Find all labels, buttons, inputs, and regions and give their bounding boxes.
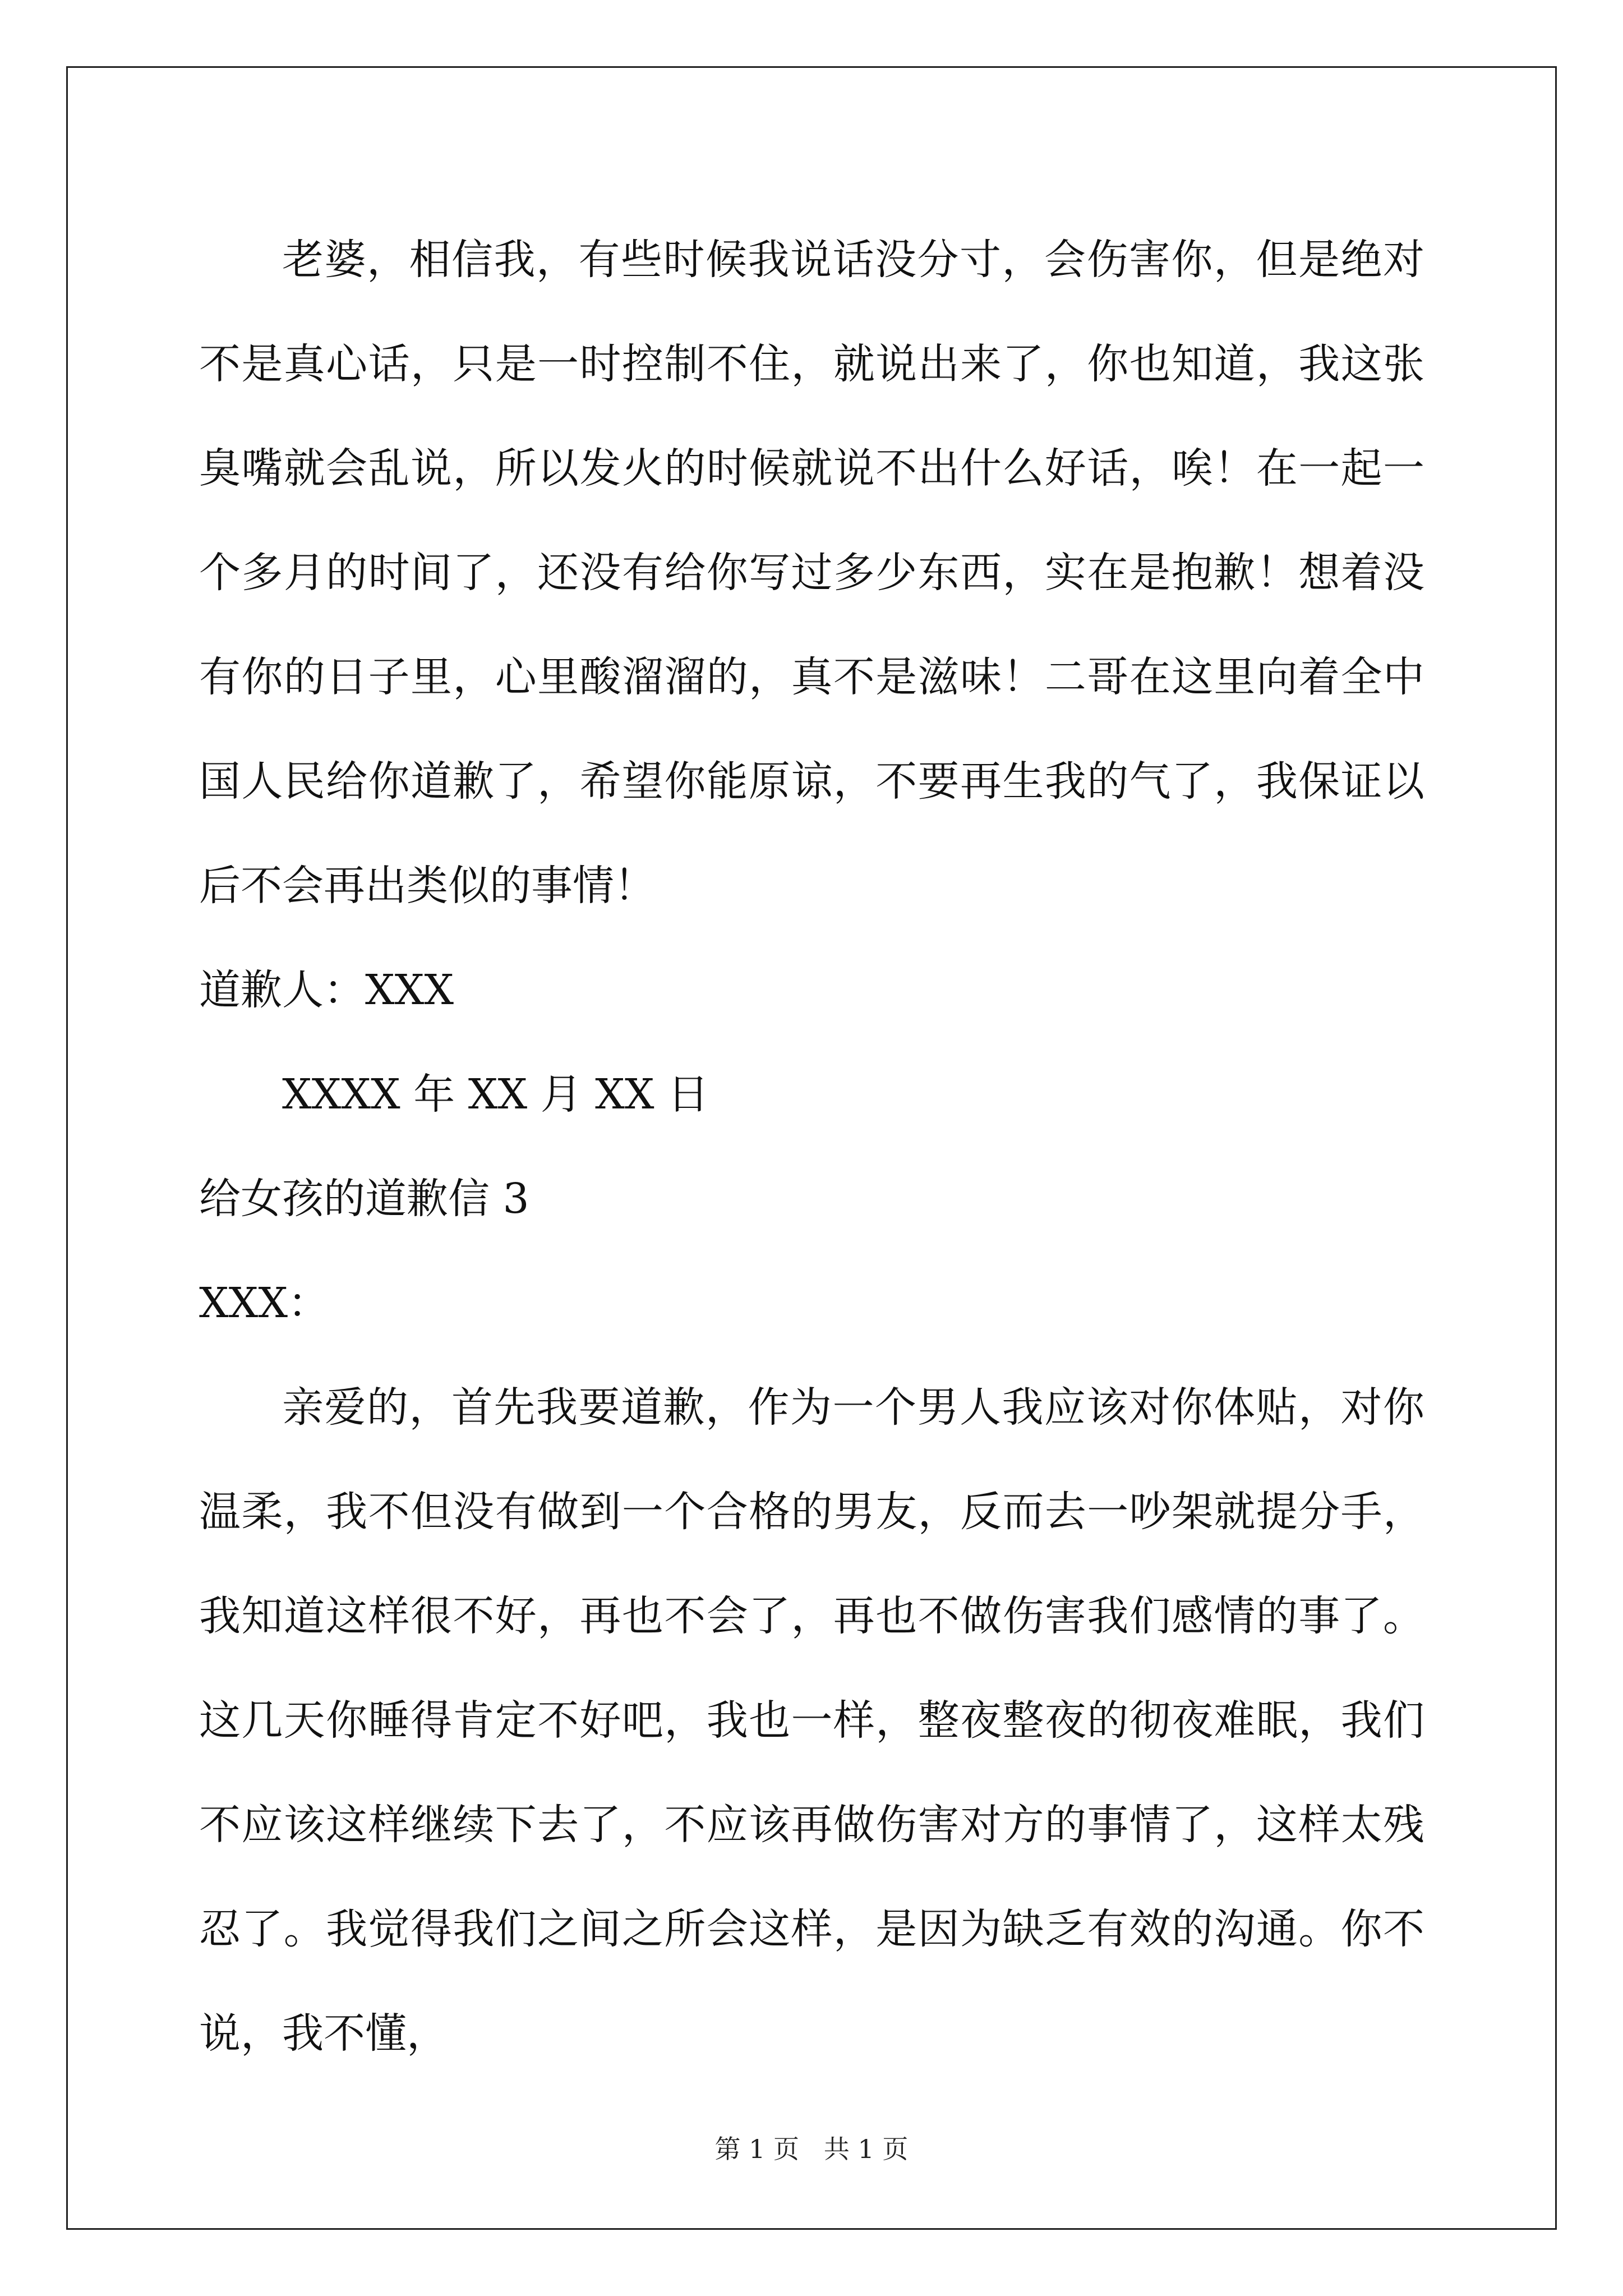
document-body <box>199 208 1424 2086</box>
paragraph-apology-1: 老婆，相信我，有些时候我说话没分寸，会伤害你，但是绝对不是真心话，只是一时控制不住，就说出来了，你也知道，我这张臭嘴就会乱说，所以发火的时候就说不出什么好话，唉！在一起一个多月的时间了，还没有给你写过多少东西，实在是抱歉！想着没有你的日子里，心里酸溜溜的，真不是滋味！二哥在这里向着全中国人民给你道歉了，希望你能原谅，不要再生我的气了，我保证以后不会再出类似的事情！ <box>199 236 1424 910</box>
signature-line: 道歉人：XXX <box>199 966 454 1014</box>
salutation: XXX： <box>199 1279 330 1327</box>
date-line: XXXX 年 XX 月 XX 日 <box>282 1070 709 1119</box>
page-footer: 第 1 页 共 1 页 <box>714 2134 909 2164</box>
section-heading: 给女孩的道歉信 3 <box>199 1175 529 1223</box>
paragraph-apology-3: 亲爱的，首先我要道歉，作为一个男人我应该对你体贴，对你温柔，我不但没有做到一个合格的男友，反而去一吵架就提分手，我知道这样很不好，再也不会了，再也不做伤害我们感情的事了。这几天你睡得肯定不好吧，我也一样，整夜整夜的彻夜难眠，我们不应该这样继续下去了，不应该再做伤害对方的事情了，这样太残忍了。我觉得我们之间之所会这样，是因为缺乏有效的沟通。你不说，我不懂， <box>199 1383 1424 2058</box>
